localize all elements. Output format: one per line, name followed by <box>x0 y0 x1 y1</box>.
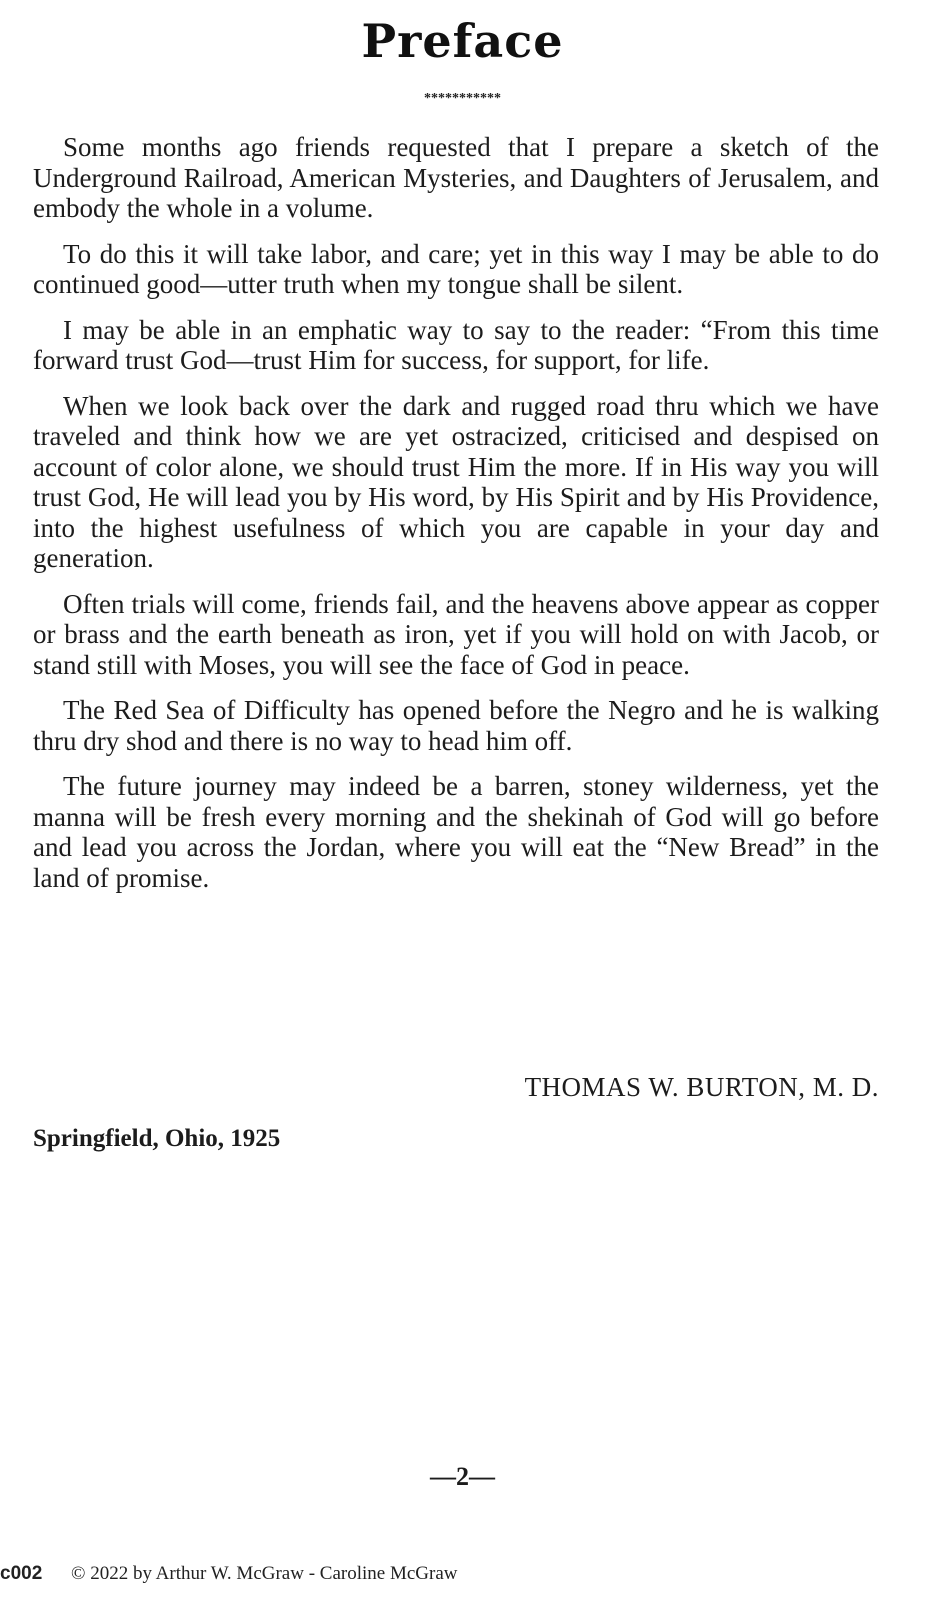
paragraph-4: When we look back over the dark and rugged road thru which we have traveled and think how we are yet ostracized, criticised and despised on account of color alone, we should trust Him the more. If in His way you will trust God, He will lead you by His word, by His Spirit and by His Providence, into the highest usefulness of which you are capable in your day and generation. <box>33 390 879 573</box>
paragraph-7: The future journey may indeed be a barren, stoney wilderness, yet the manna will be fresh every morning and the shekinah of God will go before and lead you across the Jordan, where you will eat the “New Bread” in the land of promise. <box>33 771 879 893</box>
paragraph-6: The Red Sea of Difficulty has opened before the Negro and he is walking thru dry shod and there is no way to head him off. <box>33 695 879 756</box>
title-ornament: *********** <box>424 91 501 106</box>
author-signature: THOMAS W. BURTON, M. D. <box>524 1072 879 1102</box>
paragraph-5: Often trials will come, friends fail, and the heavens above appear as copper or brass and the earth beneath as iron, yet if you will hold on with Jacob, or stand still with Moses, you will see the face of God in peace. <box>33 588 879 680</box>
preface-body <box>33 132 879 908</box>
page-code: c002 <box>0 1563 43 1584</box>
page-number: —2— <box>430 1462 495 1491</box>
footer <box>0 1563 457 1585</box>
paragraph-1: Some months ago friends requested that I prepare a sketch of the Underground Railroad, American Mysteries, and Daughters of Jerusalem, and embody the whole in a volume. <box>33 132 879 223</box>
copyright-notice: © 2022 by Arthur W. McGraw - Caroline McGraw <box>71 1563 458 1584</box>
place-date: Springfield, Ohio, 1925 <box>33 1125 281 1152</box>
paragraph-2: To do this it will take labor, and care; yet in this way I may be able to do continued good—utter truth when my tongue shall be silent. <box>33 238 879 299</box>
page-title: Preface <box>361 14 564 68</box>
paragraph-3: I may be able in an emphatic way to say to the reader: “From this time forward trust God—trust Him for success, for support, for life. <box>33 314 879 375</box>
